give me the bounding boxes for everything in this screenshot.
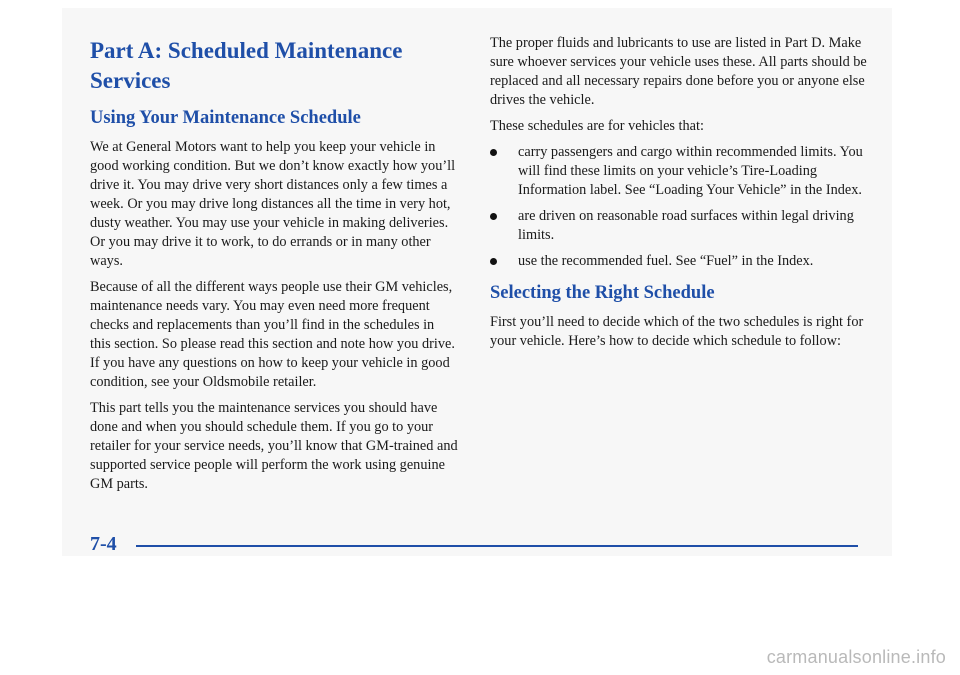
paragraph-schedules-lead: These schedules are for vehicles that: <box>490 118 704 134</box>
page-number: 7-4 <box>90 533 117 555</box>
paragraph-fluids: The proper fluids and lubricants to use are listed in Part D. Make sure whoever services your vehicle uses these. All parts should be replaced and all necessary repairs done before you or anyone else drives the vehicle. <box>490 35 867 108</box>
section-heading-using-schedule: Using Your Maintenance Schedule <box>90 108 361 128</box>
paragraph: We at General Motors want to help you keep your vehicle in good working condition. But we don’t know exactly how you’ll drive it. You may drive very short distances only a few times a week. Or you may drive long distances all the time in very hot, dusty weather. You may use your vehicle in making deliveries. Or you may drive it to work, to do errands or in many other ways. <box>90 139 456 269</box>
part-title: Part A: Scheduled Maintenance Services <box>90 38 403 93</box>
paragraph: This part tells you the maintenance services you should have done and when you should schedule them. If you go to your retailer for your service needs, you’ll know that GM-trained and supported service people will perform the work using genuine GM parts. <box>90 400 458 492</box>
footer-rule <box>136 545 858 547</box>
paragraph-closing: First you’ll need to decide which of the two schedules is right for your vehicle. Here’s how to decide which schedule to follow: <box>490 314 864 349</box>
bullet-icon <box>490 258 497 265</box>
left-column <box>90 8 458 501</box>
list-item-text: carry passengers and cargo within recommended limits. You will find these limits on your vehicle’s Tire-Loading Information label. See “Loading Your Vehicle” in the Index. <box>518 144 863 198</box>
right-column <box>490 8 870 358</box>
vehicle-conditions-list <box>490 143 870 271</box>
page-footer <box>90 532 860 556</box>
bullet-icon <box>490 213 497 220</box>
list-item <box>490 207 870 245</box>
manual-page <box>62 8 892 556</box>
section-heading-selecting-schedule: Selecting the Right Schedule <box>490 283 715 303</box>
list-item-text: use the recommended fuel. See “Fuel” in the Index. <box>518 253 814 269</box>
list-item <box>490 252 870 271</box>
watermark: carmanualsonline.info <box>766 647 946 667</box>
paragraph: Because of all the different ways people use their GM vehicles, maintenance needs vary. You may even need more frequent checks and replacements than you’ll find in the schedules in this section. So please read this section and note how you drive. If you have any questions on how to keep your vehicle in good condition, see your Oldsmobile retailer. <box>90 279 455 390</box>
list-item <box>490 143 870 200</box>
list-item-text: are driven on reasonable road surfaces within legal driving limits. <box>518 208 854 243</box>
bullet-icon <box>490 149 497 156</box>
